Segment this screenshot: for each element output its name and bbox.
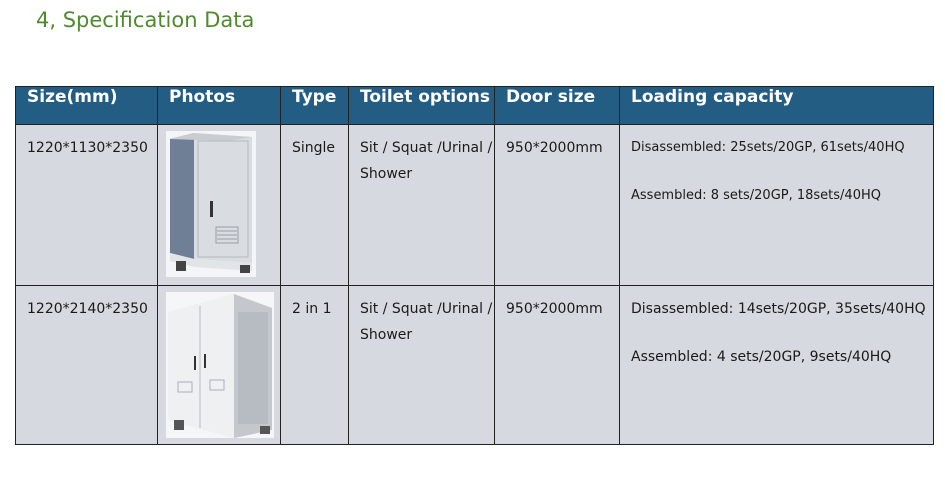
loading-assembled: Assembled: 4 sets/20GP, 9sets/40HQ (631, 349, 892, 365)
loading-assembled: Assembled: 8 sets/20GP, 18sets/40HQ (631, 188, 881, 203)
cell-toilet-options: Sit / Squat /Urinal / Shower (349, 125, 495, 286)
single-toilet-cabin-photo (166, 131, 256, 277)
header-loading-capacity: Loading capacity (620, 87, 934, 125)
header-type: Type (281, 87, 349, 125)
header-photos: Photos (158, 87, 281, 125)
cell-door-size: 950*2000mm (495, 125, 620, 286)
cell-photo (158, 286, 281, 445)
cell-loading-capacity (620, 286, 934, 445)
loading-disassembled: Disassembled: 25sets/20GP, 61sets/40HQ (631, 140, 905, 155)
cell-loading-capacity (620, 125, 934, 286)
header-toilet-options: Toilet options (349, 87, 495, 125)
cell-door-size: 950*2000mm (495, 286, 620, 445)
spec-table (15, 86, 934, 445)
double-toilet-cabin-photo (166, 292, 274, 438)
section-title: 4, Specification Data (36, 8, 255, 32)
header-door-size: Door size (495, 87, 620, 125)
cell-size: 1220*1130*2350 (16, 125, 158, 286)
cell-type: 2 in 1 (281, 286, 349, 445)
table-row (16, 125, 934, 286)
cell-type: Single (281, 125, 349, 286)
table-header-row (16, 87, 934, 125)
cell-size: 1220*2140*2350 (16, 286, 158, 445)
loading-disassembled: Disassembled: 14sets/20GP, 35sets/40HQ (631, 301, 926, 317)
cell-toilet-options: Sit / Squat /Urinal / Shower (349, 286, 495, 445)
header-size: Size(mm) (16, 87, 158, 125)
cell-photo (158, 125, 281, 286)
table-row (16, 286, 934, 445)
